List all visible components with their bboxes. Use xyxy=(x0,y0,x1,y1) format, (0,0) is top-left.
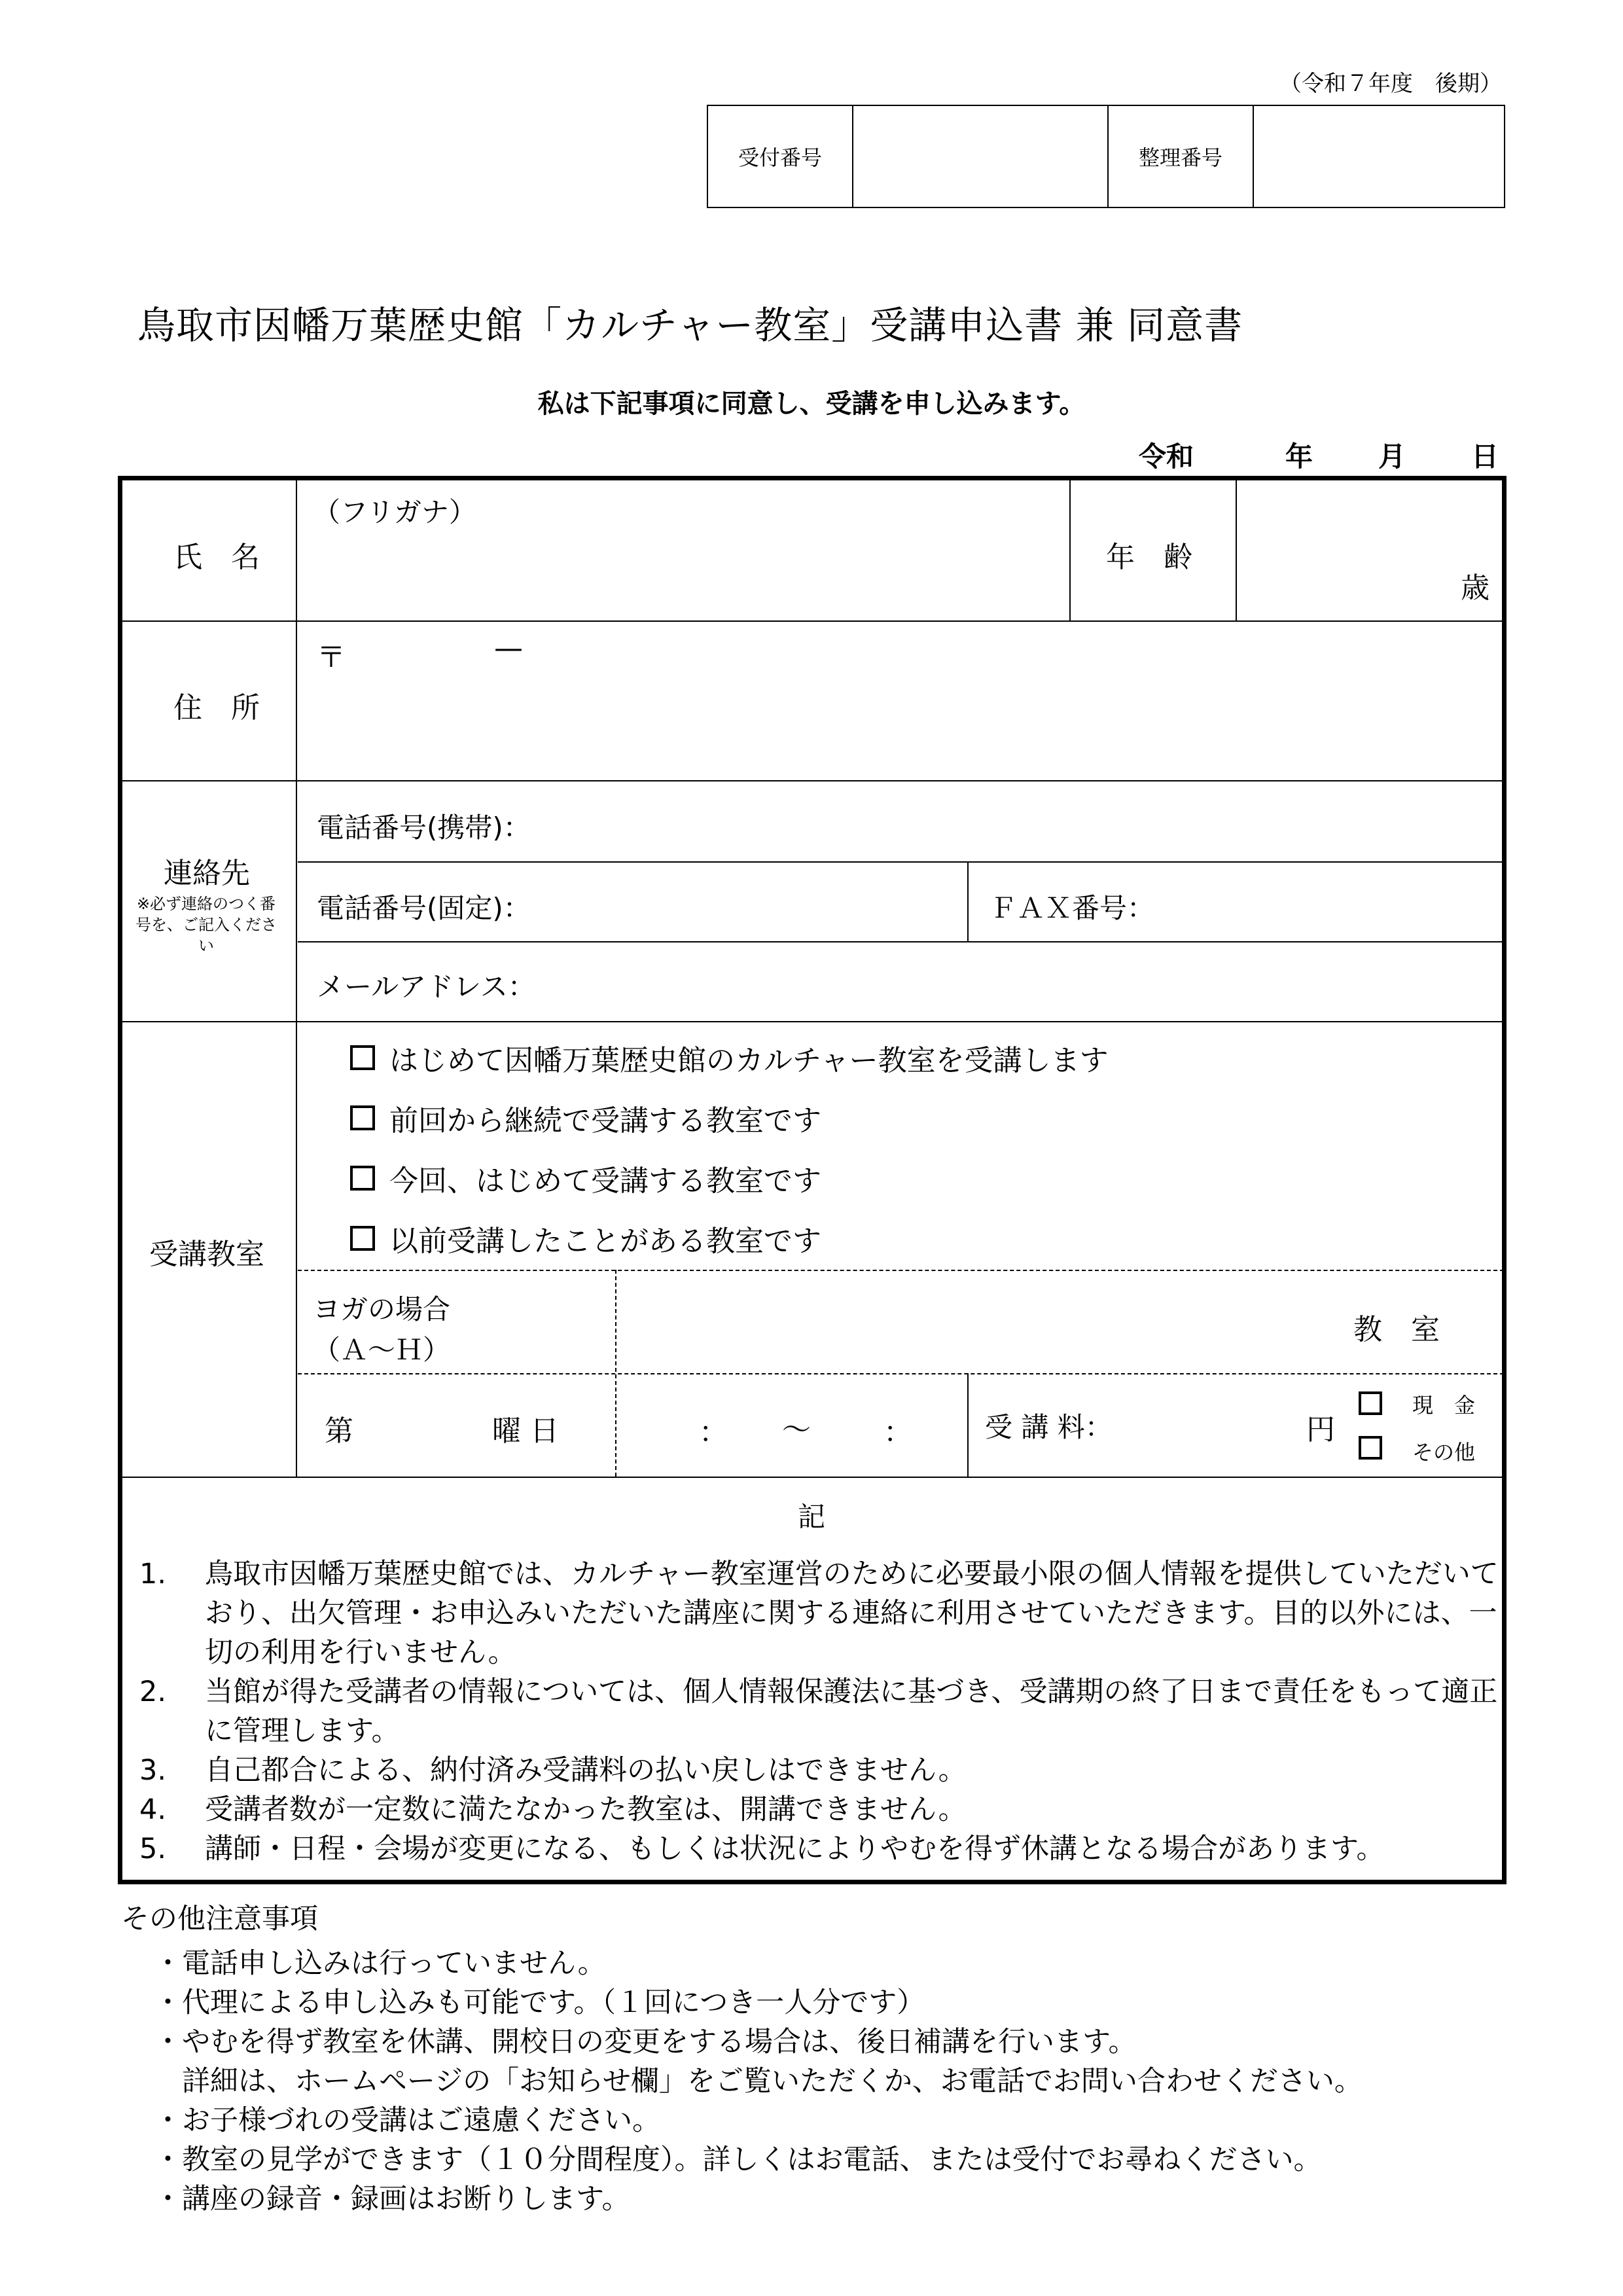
checkbox[interactable] xyxy=(350,1226,375,1251)
course-option-continuing[interactable] xyxy=(350,1097,821,1139)
course-option-label: 以前受講したことがある教室です xyxy=(389,1225,821,1258)
label-column-divider xyxy=(296,478,297,1477)
fax-label: ＦＡＸ番号： xyxy=(990,892,1155,924)
landline-input[interactable] xyxy=(576,869,962,935)
notes-heading: 記 xyxy=(797,1501,825,1533)
note-number: 2. xyxy=(139,1676,167,1708)
receipt-table xyxy=(707,105,1505,208)
fax-divider xyxy=(967,861,969,941)
postal-mark: 〒 xyxy=(317,641,346,674)
time-colon-end: ： xyxy=(883,1416,912,1449)
age-label: 年 齢 xyxy=(1106,541,1192,574)
classroom-label: 教 室 xyxy=(1353,1313,1440,1346)
mobile-label: 電話番号(携帯)： xyxy=(317,812,531,844)
note-text: 受講者数が一定数に満たなかった教室は、開講できません。 xyxy=(205,1793,967,1826)
other-notes-list xyxy=(154,1944,1363,2219)
time-colon-start: ： xyxy=(699,1416,728,1449)
note-number: 3. xyxy=(139,1754,167,1787)
note-item xyxy=(134,1829,1502,1869)
fiscal-year-label: （令和７年度 後期） xyxy=(1279,71,1502,97)
date-year: 年 xyxy=(1285,440,1313,473)
age-unit: 歳 xyxy=(1461,571,1489,605)
note-item xyxy=(134,1554,1502,1672)
page-title: 鳥取市因幡万葉歴史館「カルチャー教室」受講申込書 兼 同意書 xyxy=(137,303,1243,348)
row-divider xyxy=(120,1021,1504,1022)
weekday-label: 曜 日 xyxy=(492,1414,559,1448)
date-month: 月 xyxy=(1378,440,1406,473)
payment-other-checkbox[interactable] xyxy=(1359,1436,1382,1460)
yoga-label-line2: （Ａ～Ｈ） xyxy=(313,1334,451,1366)
note-item xyxy=(134,1751,1502,1790)
postal-dash: — xyxy=(494,632,523,665)
course-option-first-time-museum[interactable] xyxy=(350,1037,1109,1079)
checkbox[interactable] xyxy=(350,1166,375,1191)
mobile-input[interactable] xyxy=(576,789,1492,854)
note-text: 自己都合による、納付済み受講料の払い戻しはできません。 xyxy=(205,1754,967,1787)
fee-label: 受 講 料： xyxy=(985,1411,1113,1443)
yoga-label-line1: ヨガの場合 xyxy=(313,1293,451,1325)
other-note-item: ・お子様づれの受講はご遠慮ください。 xyxy=(154,2104,660,2137)
email-label: メールアドレス： xyxy=(317,971,535,1003)
other-note-item: ・教室の見学ができます（１０分間程度）。詳しくはお電話、または受付でお尋ねください。 xyxy=(154,2144,1322,2176)
management-number-label: 整理番号 xyxy=(1109,106,1254,207)
address-input[interactable] xyxy=(298,674,1499,772)
row-divider xyxy=(298,861,1504,863)
time-tilde: ～ xyxy=(782,1413,811,1446)
other-note-item: 詳細は、ホームページの「お知らせ欄」をご覧いただくか、お電話でお問い合わせください。 xyxy=(154,2065,1363,2098)
note-number: 1. xyxy=(139,1558,167,1590)
row-divider xyxy=(298,941,1504,942)
notes-list xyxy=(134,1554,1502,1869)
date-line xyxy=(1139,435,1499,475)
week-number-input[interactable] xyxy=(366,1388,478,1466)
payment-cash-checkbox[interactable] xyxy=(1359,1391,1382,1415)
management-number-field[interactable] xyxy=(1254,106,1504,207)
age-divider-left xyxy=(1069,478,1071,620)
note-number: 4. xyxy=(139,1793,167,1826)
checkbox[interactable] xyxy=(350,1105,375,1130)
course-option-label: 前回から継続で受講する教室です xyxy=(389,1104,821,1138)
row-divider xyxy=(120,780,1504,781)
checkbox[interactable] xyxy=(350,1045,375,1070)
other-note-item: ・代理による申し込みも可能です。（１回につき一人分です） xyxy=(154,1986,925,2019)
note-item xyxy=(134,1790,1502,1829)
row-divider xyxy=(120,620,1504,622)
other-note-item: ・電話申し込みは行っていません。 xyxy=(154,1947,606,1980)
row-divider xyxy=(120,1477,1504,1478)
yen-label: 円 xyxy=(1306,1413,1335,1446)
furigana-label: （フリガナ） xyxy=(313,496,476,528)
name-input[interactable] xyxy=(298,531,1067,617)
contact-note: ※必ず連絡のつく番号を、ご記入ください xyxy=(135,895,277,955)
payment-other-label: その他 xyxy=(1412,1440,1476,1465)
classroom-input[interactable] xyxy=(618,1276,1338,1368)
payment-cash-label: 現 金 xyxy=(1412,1393,1476,1418)
receipt-number-label: 受付番号 xyxy=(708,106,853,207)
email-input[interactable] xyxy=(576,949,1492,1014)
fax-input[interactable] xyxy=(1171,869,1492,935)
age-input[interactable] xyxy=(1238,484,1448,615)
note-item xyxy=(134,1672,1502,1751)
receipt-number-field[interactable] xyxy=(853,106,1109,207)
course-option-previously-taken[interactable] xyxy=(350,1217,821,1259)
other-notes-heading: その他注意事項 xyxy=(121,1903,318,1935)
course-label: 受講教室 xyxy=(149,1238,264,1271)
course-option-first-time-class[interactable] xyxy=(350,1157,821,1199)
note-number: 5. xyxy=(139,1833,167,1865)
name-label: 氏 名 xyxy=(173,541,260,574)
note-text: 当館が得た受講者の情報については、個人情報保護法に基づき、受講期の終了日まで責任をもって適正に管理します。 xyxy=(205,1676,1498,1748)
note-text: 鳥取市因幡万葉歴史館では、カルチャー教室運営のために必要最小限の個人情報を提供していただいており、出欠管理・お申込みいただいた講座に関する連絡に利用させていただきます。目的以外には、一切の利用を行いません。 xyxy=(205,1558,1499,1669)
dashed-divider xyxy=(298,1373,1504,1374)
date-era: 令和 xyxy=(1139,440,1194,473)
other-note-item: ・やむを得ず教室を休講、開校日の変更をする場合は、後日補講を行います。 xyxy=(154,2026,1137,2058)
address-label: 住 所 xyxy=(173,691,260,725)
fee-input[interactable] xyxy=(1113,1381,1302,1473)
landline-label: 電話番号(固定)： xyxy=(317,892,531,924)
week-prefix: 第 xyxy=(325,1414,353,1448)
fee-divider xyxy=(967,1373,969,1477)
agreement-statement: 私は下記事項に同意し、受講を申し込みます。 xyxy=(537,389,1086,419)
age-divider-right xyxy=(1236,478,1237,620)
other-note-item: ・講座の録音・録画はお断りします。 xyxy=(154,2183,630,2215)
contact-label: 連絡先 xyxy=(164,857,250,890)
time-input[interactable] xyxy=(618,1381,962,1473)
dashed-divider xyxy=(298,1270,1504,1271)
note-text: 講師・日程・会場が変更になる、もしくは状況によりやむを得ず休講となる場合があります。 xyxy=(205,1833,1385,1865)
date-day: 日 xyxy=(1471,440,1499,473)
course-option-label: 今回、はじめて受講する教室です xyxy=(389,1164,821,1198)
course-option-label: はじめて因幡万葉歴史館のカルチャー教室を受講します xyxy=(389,1044,1109,1077)
